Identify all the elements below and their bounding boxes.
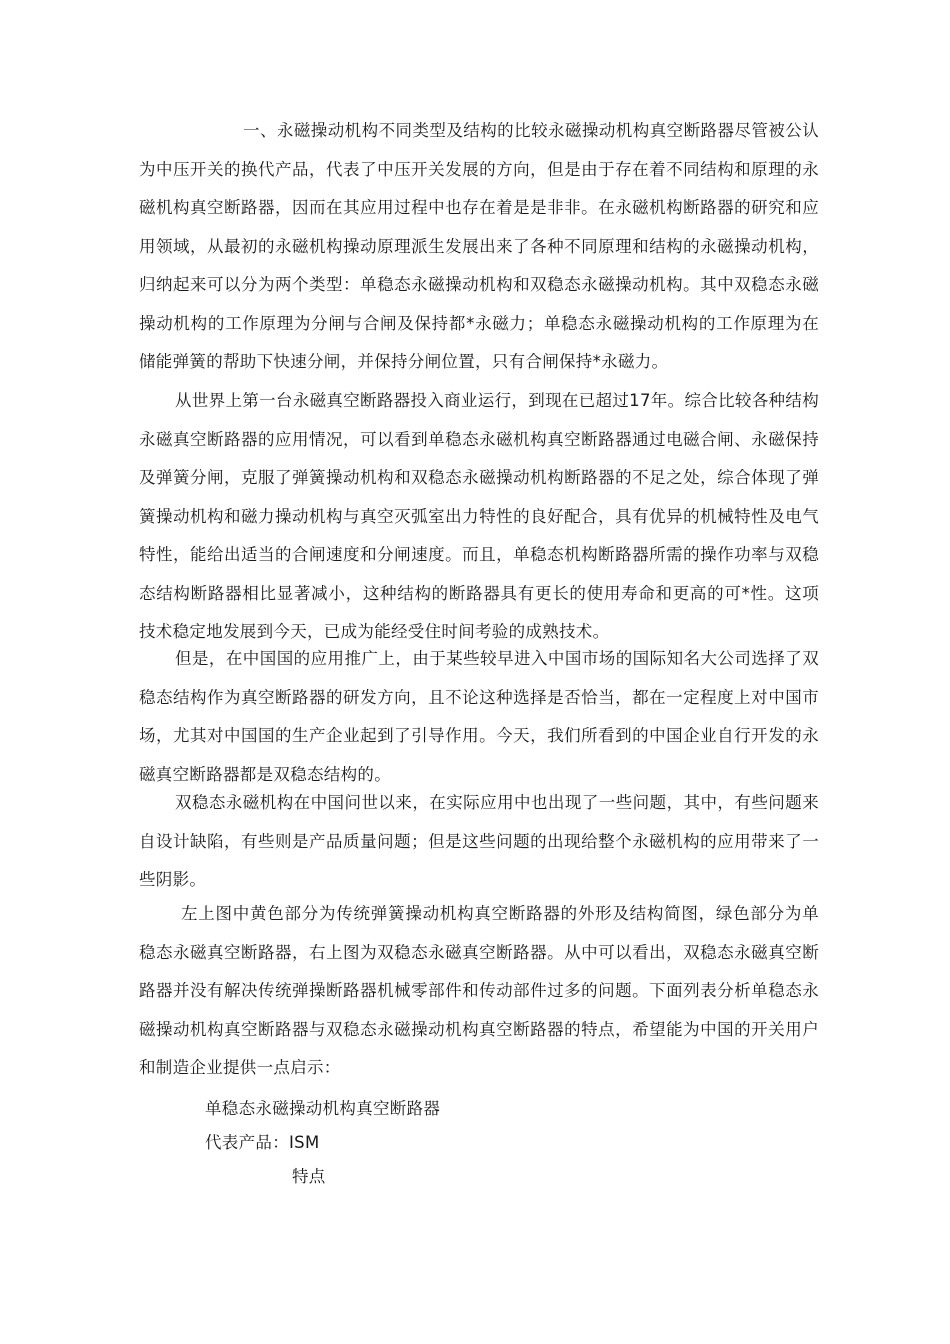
paragraph-4: 双稳态永磁机构在中国问世以来，在实际应用中也出现了一些问题，其中，有些问题来自设计缺陷，有些则是产品质量问题；但是这些问题的出现给整个永磁机构的应用带来了一些阴影。 [139, 793, 819, 889]
product-line: 代表产品：ISM [205, 1133, 320, 1152]
paragraph-2: 从世界上第一台永磁真空断路器投入商业运行，到现在已超过17年。综合比较各种结构永磁真空断路器的应用情况，可以看到单稳态永磁机构真空断路器通过电磁合闸、永磁保持及弹簧分闸，克服了弹簧操动机构和双稳态永磁操动机构断路器的不足之处，综合体现了弹簧操动机构和磁力操动机构与真空灭弧室出力特性的良好配合，具有优异的机械特性及电气特性，能给出适当的合闸速度和分闸速度。而且，单稳态机构断路器所需的操作功率与双稳态结构断路器相比显著减小，这种结构的断路器具有更长的使用寿命和更高的可*性。这项技术稳定地发展到今天，已成为能经受住时间考验的成熟技术。 [139, 391, 819, 641]
paragraph-5: 左上图中黄色部分为传统弹簧操动机构真空断路器的外形及结构简图，绿色部分为单稳态永磁真空断路器，右上图为双稳态永磁真空断路器。从中可以看出，双稳态永磁真空断路器并没有解决传统弹操断路器机械零部件和传动部件过多的问题。下面列表分析单稳态永磁操动机构真空断路器与双稳态永磁操动机构真空断路器的特点，希望能为中国的开关用户和制造企业提供一点启示： [139, 904, 819, 1077]
paragraph-3: 但是，在中国国的应用推广上，由于某些较早进入中国市场的国际知名大公司选择了双稳态结构作为真空断路器的研发方向，且不论这种选择是否恰当，都在一定程度上对中国市场，尤其对中国国的生产企业起到了引导作用。今天，我们所看到的中国企业自行开发的永磁真空断路器都是双稳态结构的。 [139, 649, 819, 784]
paragraph-1: 一、永磁操动机构不同类型及结构的比较永磁操动机构真空断路器尽管被公认为中压开关的换代产品，代表了中压开关发展的方向，但是由于存在着不同结构和原理的永磁机构真空断路器，因而在其应用过程中也存在着是是非非。在永磁机构断路器的研究和应用领域，从最初的永磁机构操动原理派生发展出来了各种不同原理和结构的永磁操动机构，归纳起来可以分为两个类型：单稳态永磁操动机构和双稳态永磁操动机构。其中双稳态永磁操动机构的工作原理为分闸与合闸及保持都*永磁力；单稳态永磁操动机构的工作原理为在储能弹簧的帮助下快速分闸，并保持分闸位置，只有合闸保持*永磁力。 [139, 121, 819, 371]
features-label: 特点 [292, 1167, 326, 1186]
section-heading: 单稳态永磁操动机构真空断路器 [205, 1099, 441, 1118]
